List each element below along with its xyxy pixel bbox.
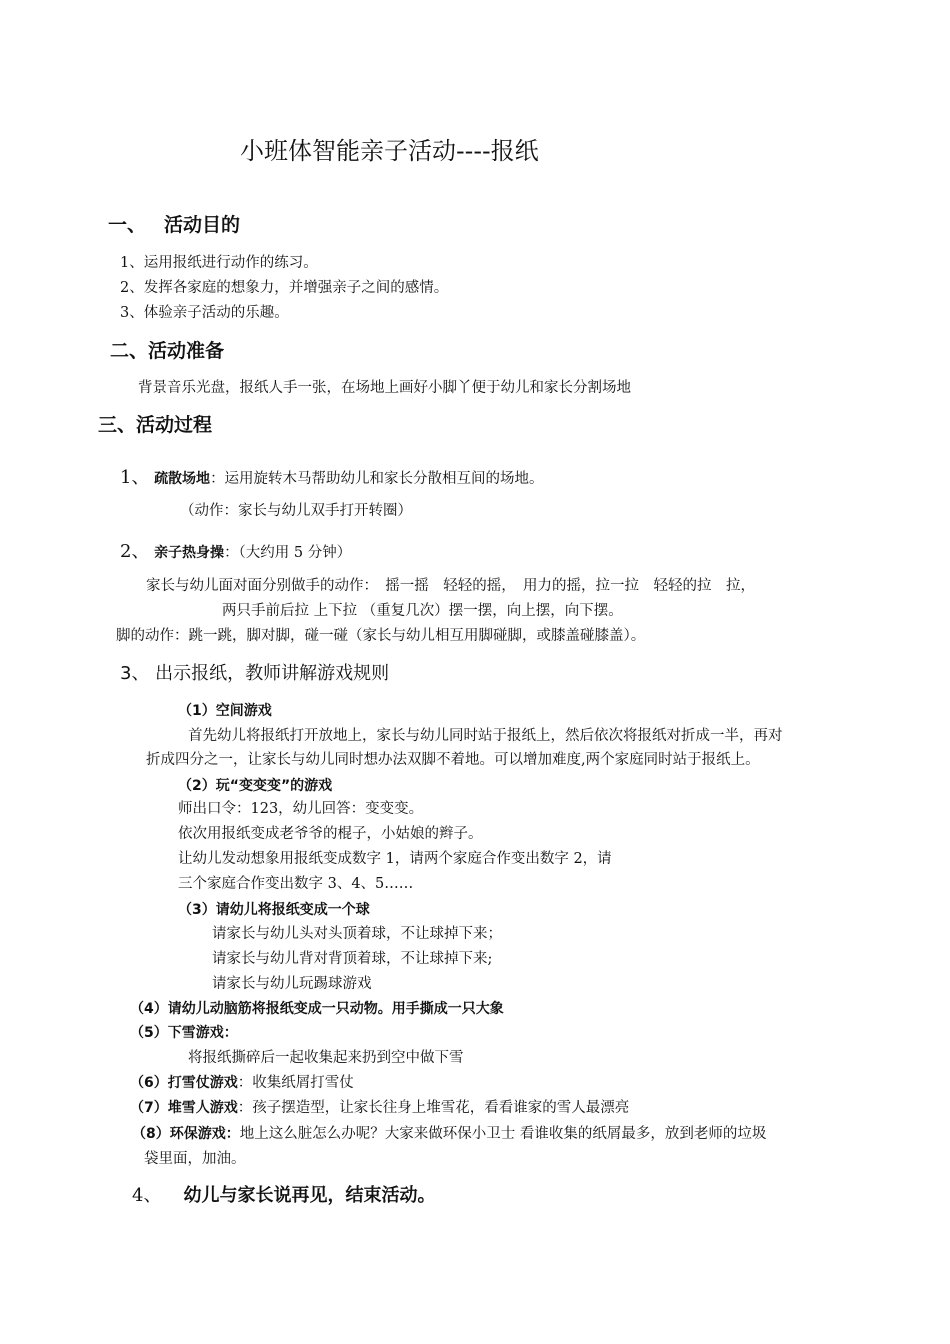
game-7-line: （7）堆雪人游戏：孩子摆造型，让家长往身上堆雪花，看看谁家的雪人最漂亮 <box>130 1100 630 1116</box>
game-3-label: （3）请幼儿将报纸变成一个球 <box>178 902 370 918</box>
game-3-text-1: 请家长与幼儿头对头顶着球，不让球掉下来； <box>212 926 502 942</box>
game-3-text-3: 请家长与幼儿玩踢球游戏 <box>212 976 372 992</box>
game-5-label: （5）下雪游戏： <box>130 1025 238 1041</box>
section-2-heading: 二、活动准备 <box>110 340 225 362</box>
game-2-label: （2）玩“变变变”的游戏 <box>178 778 333 794</box>
preparation-text: 背景音乐光盘，报纸人手一张，在场地上画好小脚丫便于幼儿和家长分割场地 <box>138 380 631 396</box>
section-3-heading: 三、活动过程 <box>98 414 213 436</box>
game-1-text-1: 首先幼儿将报纸打开放地上，家长与幼儿同时站于报纸上，然后依次将报纸对折成一半，再对 <box>188 728 783 744</box>
game-1-text-2: 折成四分之一，让家长与幼儿同时想办法双脚不着地。可以增加难度,两个家庭同时站于报纸上。 <box>146 752 760 768</box>
game-5-text: 将报纸撕碎后一起收集起来扔到空中做下雪 <box>188 1050 464 1066</box>
game-6-line: （6）打雪仗游戏：收集纸屑打雪仗 <box>130 1075 354 1091</box>
warmup-hands-line: 家长与幼儿面对面分别做手的动作： 摇一摇 轻轻的摇， 用力的摇，拉一拉 轻轻的拉 拉， <box>146 578 755 594</box>
objective-3: 3、体验亲子活动的乐趣。 <box>120 305 289 321</box>
game-2-text-3: 让幼儿发动想象用报纸变成数字 1，请两个家庭合作变出数字 2，请 <box>178 851 612 867</box>
step-2-line: 2、 亲子热身操：（大约用 5 分钟） <box>120 541 352 562</box>
game-1-label: （1）空间游戏 <box>178 703 272 719</box>
game-4-label: （4）请幼儿动脑筋将报纸变成一只动物。用手撕成一只大象 <box>130 1001 504 1017</box>
game-8-line: （8）环保游戏：地上这么脏怎么办呢？大家来做环保小卫士 看谁收集的纸屑最多，放到老师的垃圾 <box>132 1126 767 1142</box>
section-1-heading: 一、 活动目的 <box>108 214 241 236</box>
warmup-hands-line-2: 两只手前后拉 上下拉 （重复几次）摆一摆，向上摆，向下摆。 <box>222 603 623 619</box>
game-2-text-2: 依次用报纸变成老爷爷的棍子，小姑娘的辫子。 <box>178 826 483 842</box>
game-2-text-1: 师出口令：123，幼儿回答：变变变。 <box>178 801 424 817</box>
game-3-text-2: 请家长与幼儿背对背顶着球，不让球掉下来; <box>212 951 493 967</box>
document-title: 小班体智能亲子活动----报纸 <box>240 137 539 165</box>
step-1-line: 1、 疏散场地：运用旋转木马帮助幼儿和家长分散相互间的场地。 <box>120 467 544 488</box>
warmup-feet-line: 脚的动作：跳一跳，脚对脚，碰一碰（家长与幼儿相互用脚碰脚，或膝盖碰膝盖）。 <box>116 628 646 644</box>
step-3-heading: 3、 出示报纸，教师讲解游戏规则 <box>120 663 390 684</box>
step-4-line: 4、 幼儿与家长说再见，结束活动。 <box>132 1185 436 1206</box>
game-2-text-4: 三个家庭合作变出数字 3、4、5…… <box>178 876 414 892</box>
objective-1: 1、运用报纸进行动作的练习。 <box>120 255 318 271</box>
step-1-note: （动作：家长与幼儿双手打开转圈） <box>180 503 412 519</box>
objective-2: 2、发挥各家庭的想象力，并增强亲子之间的感情。 <box>120 280 449 296</box>
game-8-cont: 袋里面，加油。 <box>144 1151 246 1167</box>
